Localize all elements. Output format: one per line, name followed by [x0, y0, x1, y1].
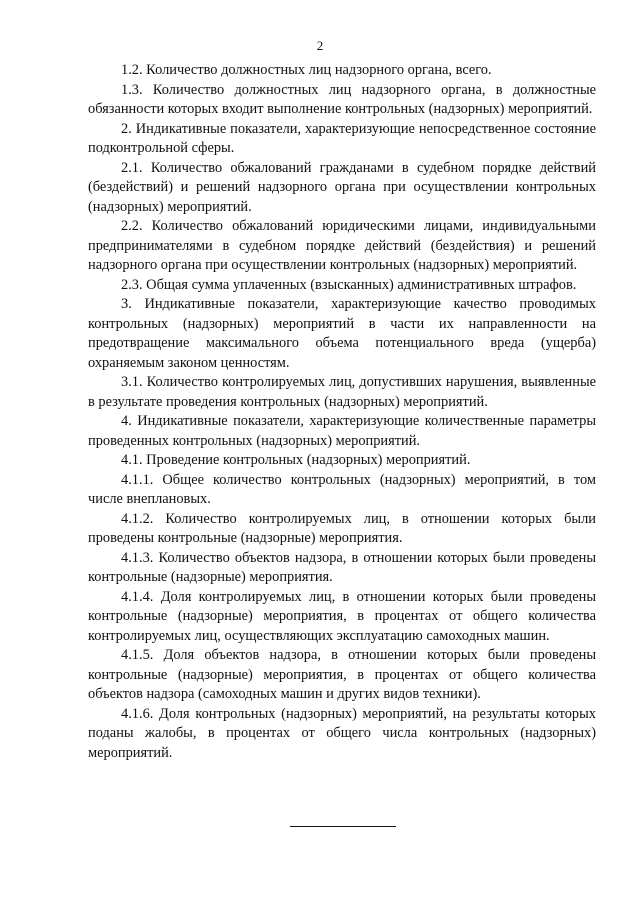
paragraph: 4.1.1. Общее количество контрольных (надзорных) мероприятий, в том числе внеплановых.	[88, 471, 596, 507]
closing-divider-line	[290, 826, 396, 827]
paragraph: 2.2. Количество обжалований юридическими лицами, индивидуальными предпринимателями в судебном порядке действий (бездействия) и решений надзорного органа при осуществлении контрольных (надзорных) мероприятий.	[88, 218, 596, 273]
paragraph: 4. Индикативные показатели, характеризующие количественные параметры проведенных контрольных (надзорных) мероприятий.	[88, 413, 596, 449]
document-body	[88, 61, 596, 763]
paragraph: 4.1.5. Доля объектов надзора, в отношении которых были проведены контрольные (надзорные) мероприятия, в процентах от общего количества объектов надзора (самоходных машин и других видов техники).	[88, 647, 596, 702]
paragraph: 3.1. Количество контролируемых лиц, допустивших нарушения, выявленные в результате проведения контрольных (надзорных) мероприятий.	[88, 374, 596, 410]
paragraph: 1.3. Количество должностных лиц надзорного органа, в должностные обязанности которых входит выполнение контрольных (надзорных) мероприятий.	[88, 81, 596, 117]
paragraph: 4.1.2. Количество контролируемых лиц, в отношении которых были проведены контрольные (надзорные) мероприятия.	[88, 510, 596, 546]
paragraph: 4.1.3. Количество объектов надзора, в отношении которых были проведены контрольные (надзорные) мероприятия.	[88, 549, 596, 585]
paragraph: 4.1.6. Доля контрольных (надзорных) мероприятий, на результаты которых поданы жалобы, в процентах от общего числа контрольных (надзорных) мероприятий.	[88, 705, 596, 761]
paragraph: 1.2. Количество должностных лиц надзорного органа, всего.	[121, 62, 492, 78]
paragraph: 2.3. Общая сумма уплаченных (взысканных) административных штрафов.	[121, 276, 577, 293]
paragraph: 4.1.4. Доля контролируемых лиц, в отношении которых были проведены контрольные (надзорные) мероприятия, в процентах от общего количества контролируемых лиц, осуществляющих эксплуатацию самоходных машин.	[88, 588, 596, 644]
paragraph: 2. Индикативные показатели, характеризующие непосредственное состояние подконтрольной сферы.	[88, 120, 596, 156]
paragraph: 3. Индикативные показатели, характеризующие качество проводимых контрольных (надзорных) мероприятий в части их направленности на предотвращение максимального объема потенциального вреда (ущерба) охраняемым законом ценностям.	[88, 296, 596, 371]
paragraph: 4.1. Проведение контрольных (надзорных) мероприятий.	[121, 452, 471, 468]
page-number: 2	[316, 38, 324, 53]
paragraph: 2.1. Количество обжалований гражданами в судебном порядке действий (бездействий) и решений надзорного органа при осуществлении контрольных (надзорных) мероприятий.	[88, 159, 596, 215]
